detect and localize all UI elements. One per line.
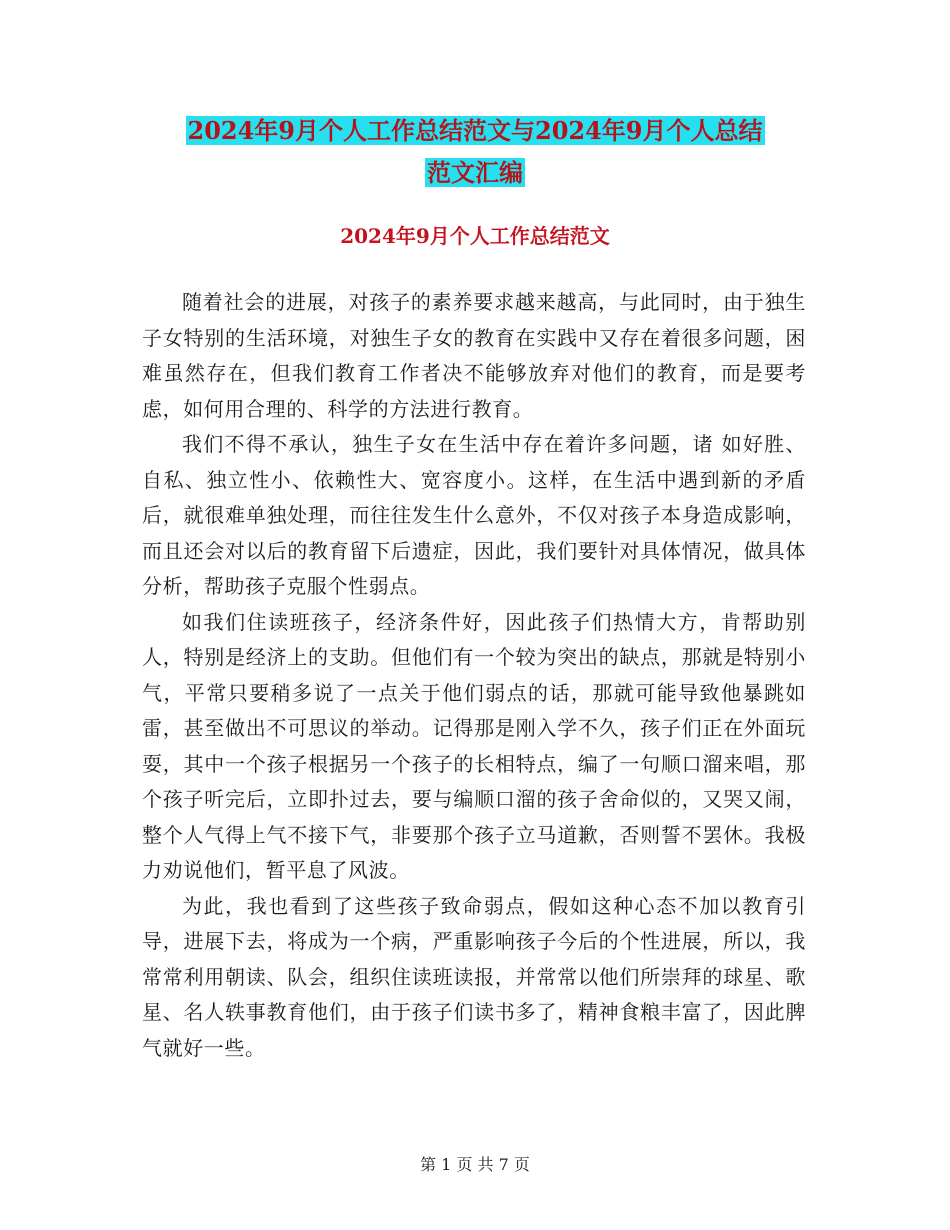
paragraph: 我们不得不承认，独生子女在生活中存在着许多问题，诸 如好胜、自私、独立性小、依赖性大、宽容度小。这样，在生活中遇到新的矛盾后，就很难单独处理，而往往发生什么意外，不仅对孩子本身造成影响，而且还会对以后的教育留下后遗症，因此，我们要针对具体情况，做具体分析，帮助孩子克服个性弱点。: [142, 432, 806, 598]
title-line-2: 范文汇编: [427, 158, 523, 187]
page-footer: 第 1 页 共 7 页: [420, 1155, 530, 1174]
title-line-1: 2024年9月个人工作总结范文与2024年9月个人总结: [187, 116, 763, 145]
document-title: [120, 110, 830, 194]
paragraph: 为此，我也看到了这些孩子致命弱点，假如这种心态不加以教育引导，进展下去，将成为一个病，严重影响孩子今后的个性进展，所以，我常常利用朝读、队会，组织住读班读报，并常常以他们所崇拜的球星、歌星、名人轶事教育他们，由于孩子们读书多了，精神食粮丰富了，因此脾气就好一些。: [142, 893, 806, 1060]
paragraph: 如我们住读班孩子，经济条件好，因此孩子们热情大方，肯帮助别人，特别是经济上的支助。但他们有一个较为突出的缺点，那就是特别小气，平常只要稍多说了一点关于他们弱点的话，那就可能导致他暴跳如雷，甚至做出不可思议的举动。记得那是刚入学不久，孩子们正在外面玩耍，其中一个孩子根据另一个孩子的长相特点，编了一句顺口溜来唱，那个孩子听完后，立即扑过去，要与编顺口溜的孩子舍命似的，又哭又闹，整个人气得上气不接下气，非要那个孩子立马道歉，否则誓不罢休。我极力劝说他们，暂平息了风波。: [142, 609, 806, 882]
body-text: [142, 285, 806, 1066]
paragraph: 随着社会的进展，对孩子的素养要求越来越高，与此同时，由于独生子女特别的生活环境，对独生子女的教育在实践中又存在着很多问题，困难虽然存在，但我们教育工作者决不能够放弃对他们的教育，而是要考虑，如何用合理的、科学的方法进行教育。: [142, 290, 806, 421]
section-heading: 2024年9月个人工作总结范文: [340, 224, 610, 248]
